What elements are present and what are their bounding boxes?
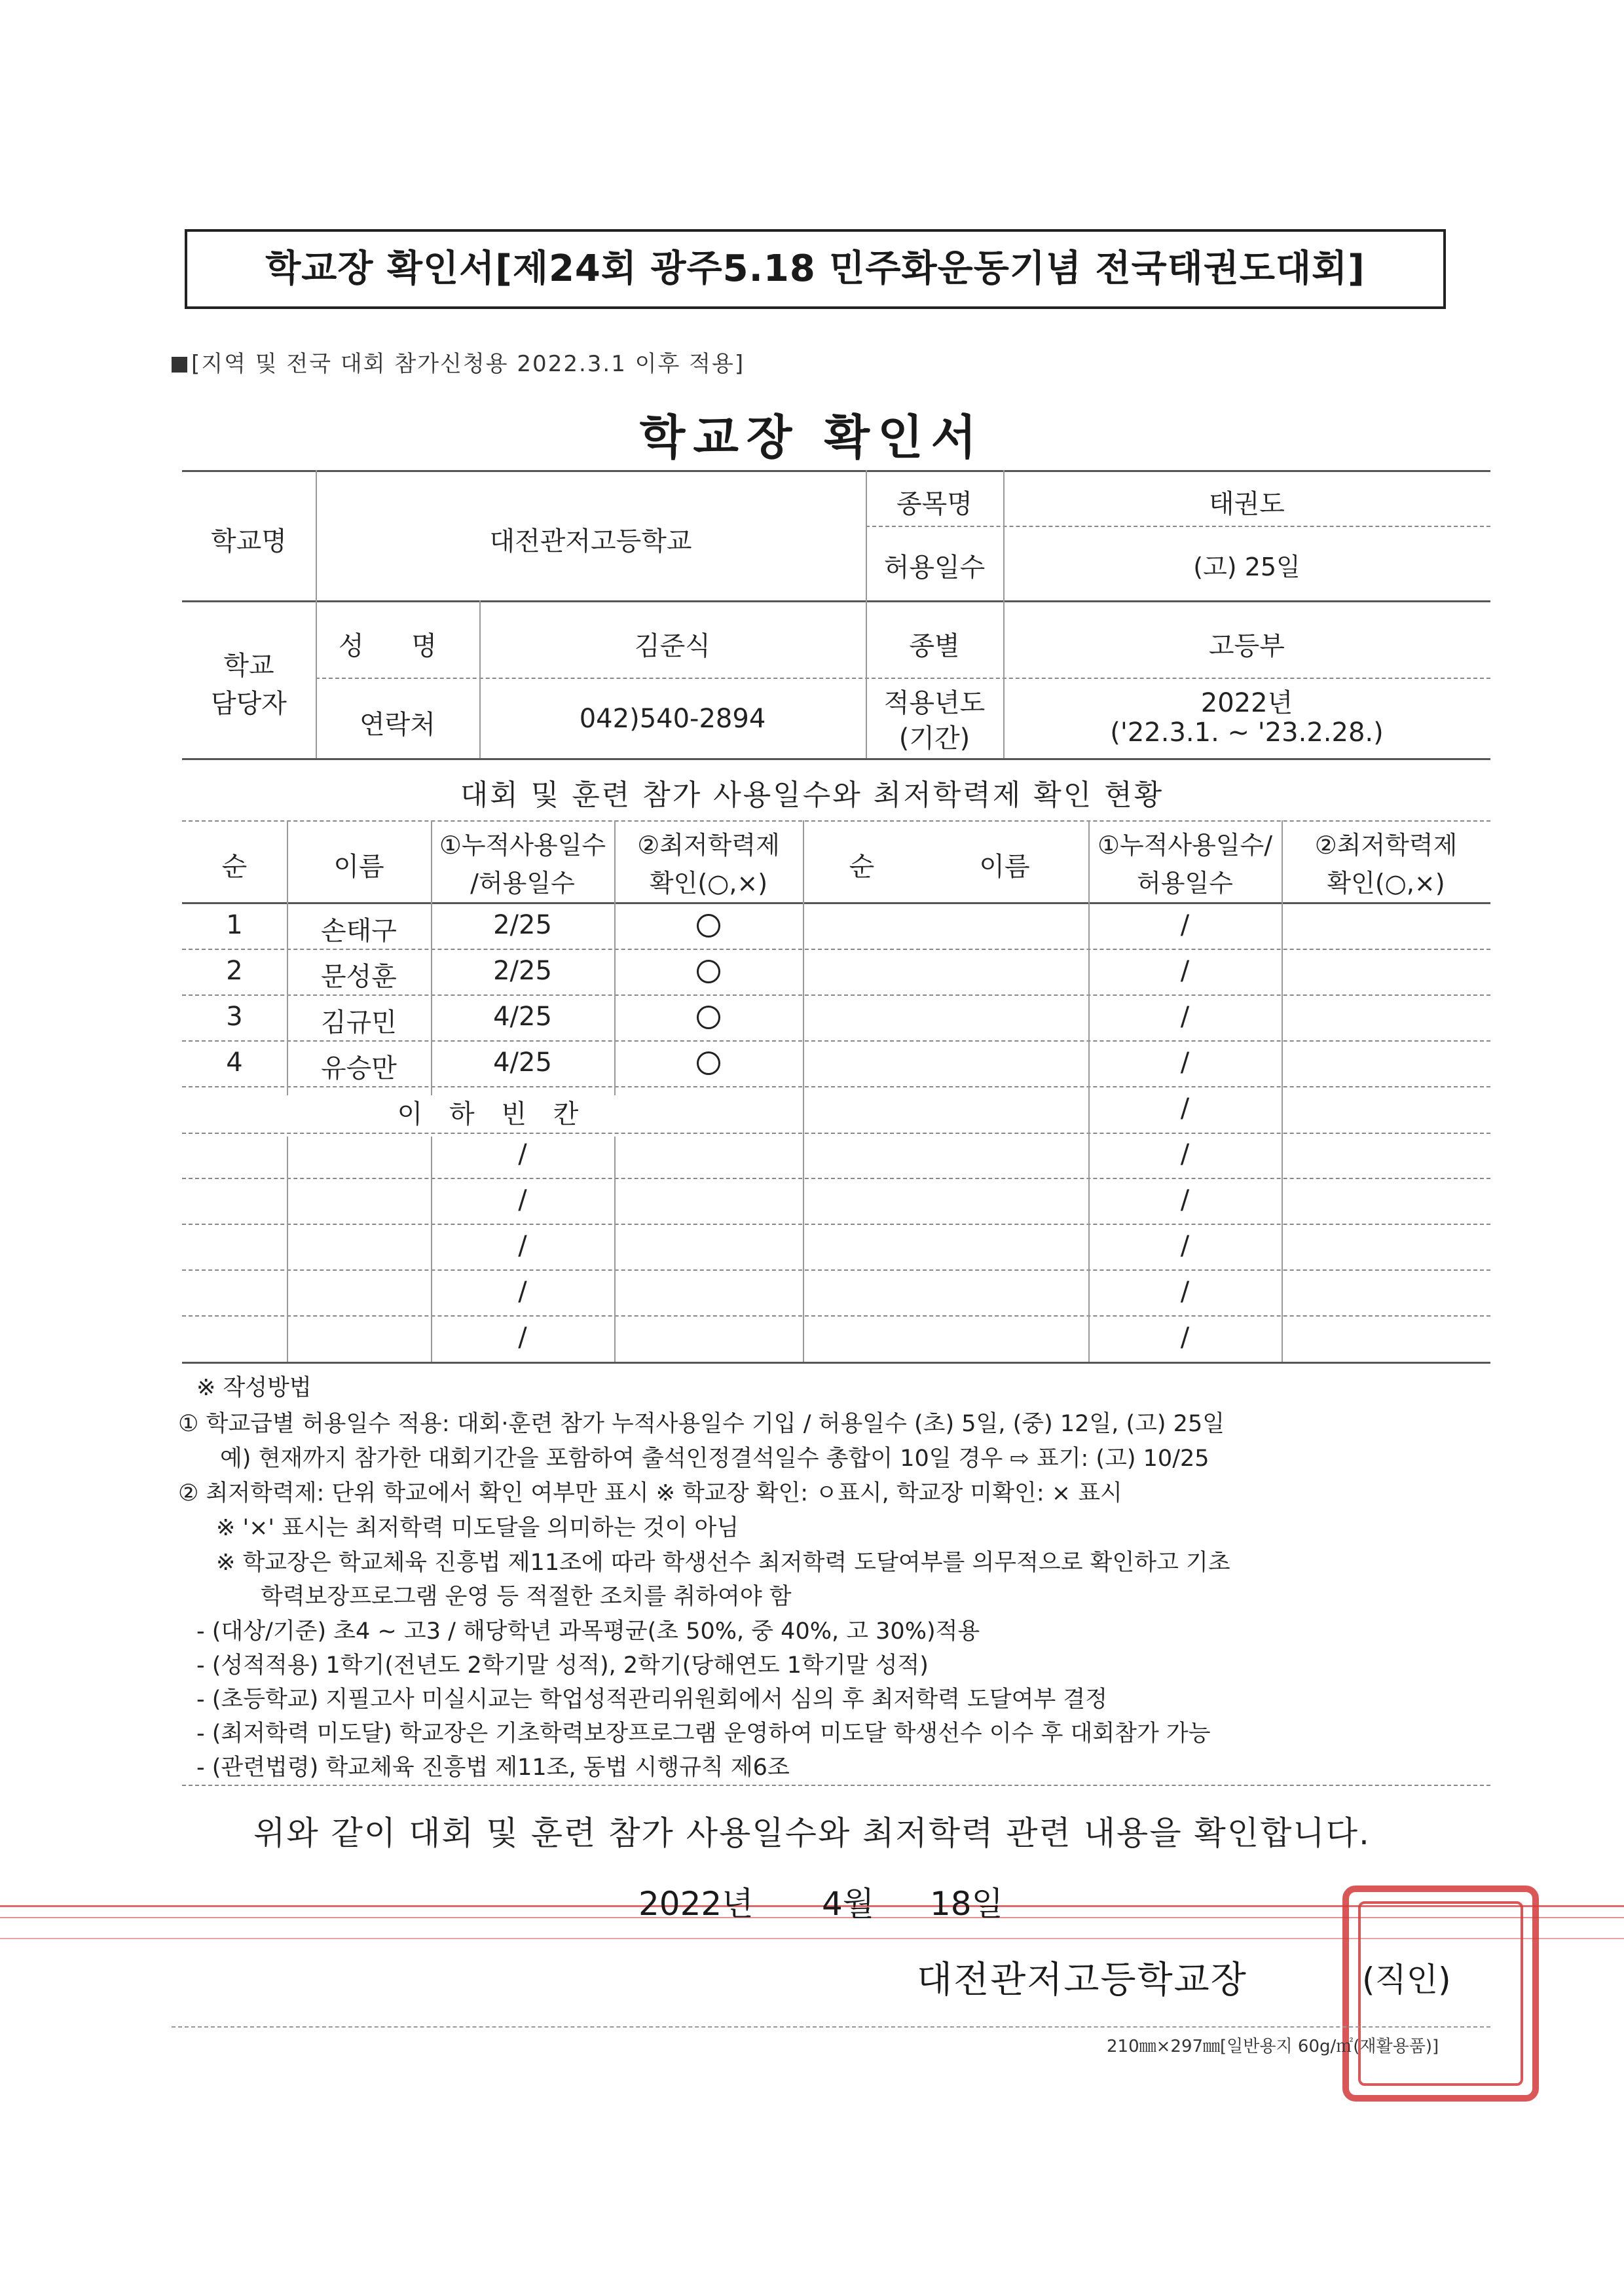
slash-cell-left: / — [518, 1231, 527, 1261]
school-name-label: 학교명 — [211, 526, 287, 556]
form-meta — [172, 346, 745, 378]
note-2: ② 최저학력제: 단위 학교에서 확인 여부만 표시 ※ 학교장 확인: ㅇ표시, 학교장 미확인: × 표시 — [178, 1480, 1122, 1506]
sport-value: 태권도 — [1209, 489, 1285, 519]
col-header-min-right-line1: ②최저학력제 — [1314, 831, 1458, 860]
row-divider — [182, 1224, 1490, 1225]
note-1a: ① 학교급별 허용일수 적용: 대회·훈련 참가 누적사용일수 기입 / 허용일수 (초) 5일, (중) 12일, (고) 25일 — [178, 1411, 1225, 1437]
col-header-days-line2: /허용일수 — [470, 869, 575, 898]
sport-label: 종목명 — [896, 489, 972, 519]
note-4a: ※ 학교장은 학교체육 진흥법 제11조에 따라 학생선수 최저학력 도달여부를 의무적으로 확인하고 기초 — [216, 1550, 1230, 1576]
col-header-name: 이름 — [333, 852, 384, 882]
date-day: 18일 — [930, 1885, 1003, 1923]
note-detail-5: - (관련법령) 학교체육 진흥법 제11조, 동법 시행규칙 제6조 — [196, 1755, 790, 1781]
col-header-name-right: 이름 — [979, 852, 1030, 882]
manager-label-line2: 담당자 — [211, 689, 287, 719]
row3-days: 4/25 — [493, 1002, 552, 1032]
row1-name: 손태구 — [321, 916, 397, 946]
col-header-min-line1: ②최저학력제 — [637, 831, 780, 860]
row1-no: 1 — [226, 910, 243, 940]
form-meta-text: [지역 및 전국 대회 참가신청용 2022.3.1 이후 적용] — [191, 351, 745, 377]
col-header-no-right: 순 — [849, 852, 875, 882]
allowed-days-value: (고) 25일 — [1193, 553, 1301, 581]
slash-cell-right: / — [1180, 1277, 1190, 1307]
col-header-no: 순 — [221, 852, 248, 882]
row-divider — [182, 1086, 1490, 1087]
slash-cell-right: / — [1180, 910, 1190, 940]
slash-cell-right: / — [1180, 956, 1190, 986]
row4-check-circle-icon — [697, 1051, 720, 1075]
contact-value: 042)540-2894 — [579, 704, 766, 734]
signer-name: 대전관저고등학교장 — [917, 1959, 1247, 2001]
slash-cell-left: / — [518, 1139, 527, 1169]
note-3: ※ '×' 표시는 최저학력 미도달을 의미하는 것이 아님 — [216, 1515, 739, 1541]
date-year: 2022년 — [638, 1885, 754, 1923]
school-name-value: 대전관저고등학교 — [489, 526, 692, 556]
square-bullet-icon — [172, 357, 187, 373]
row-divider — [182, 1362, 1490, 1364]
row1-days: 2/25 — [493, 910, 552, 940]
person-name-value: 김준식 — [635, 631, 710, 661]
slash-cell-right: / — [1180, 1048, 1190, 1078]
note-4b: 학력보장프로그램 운영 등 적절한 조치를 취하여야 함 — [261, 1584, 792, 1610]
apply-year-value-line1: 2022년 — [1200, 688, 1293, 718]
person-name-label: 성 명 — [339, 631, 456, 661]
row2-name: 문성훈 — [321, 962, 397, 992]
slash-cell-right: / — [1180, 1322, 1190, 1353]
division-label: 종별 — [909, 631, 960, 661]
col-header-days-line1: ①누적사용일수 — [439, 831, 606, 860]
row1-check-circle-icon — [697, 914, 720, 938]
col-header-days-right-line2: 허용일수 — [1137, 869, 1233, 898]
col-header-days-right-line1: ①누적사용일수/ — [1097, 831, 1273, 860]
blank-below-label: 이 하 빈 칸 — [397, 1099, 588, 1129]
apply-year-label-line1: 적용년도 — [883, 688, 986, 718]
school-seal-stamp — [1342, 1886, 1539, 2102]
document-title: 학교장 확인서 — [639, 410, 985, 465]
row2-no: 2 — [226, 956, 243, 986]
slash-cell-left: / — [518, 1277, 527, 1307]
col-header-min-line2: 확인(○,×) — [649, 869, 768, 898]
row3-check-circle-icon — [697, 1006, 720, 1029]
section-title: 대회 및 훈련 참가 사용일수와 최저학력제 확인 현황 — [460, 778, 1164, 812]
note-detail-3: - (초등학교) 지필고사 미실시교는 학업성적관리위원회에서 심의 후 최저학력 도달여부 결정 — [196, 1686, 1108, 1713]
slash-cell-right: / — [1180, 1185, 1190, 1215]
manager-label-line1: 학교 — [223, 651, 274, 681]
row-divider — [182, 1133, 1490, 1134]
notes-title: ※ 작성방법 — [196, 1375, 312, 1401]
footer-paper-spec: 210㎜×297㎜[일반용지 60g/㎡(재활용품)] — [1107, 2037, 1439, 2056]
row3-name: 김규민 — [321, 1008, 397, 1038]
col-header-min-right-line2: 확인(○,×) — [1327, 869, 1445, 898]
row4-days: 4/25 — [493, 1048, 552, 1078]
slash-cell-right: / — [1180, 1093, 1190, 1123]
note-1b: 예) 현재까지 참가한 대회기간을 포함하여 출석인정결석일수 총합이 10일 경우 ⇨ 표기: (고) 10/25 — [220, 1446, 1209, 1472]
division-value: 고등부 — [1209, 631, 1285, 661]
row3-no: 3 — [226, 1002, 243, 1032]
date-month: 4월 — [822, 1885, 875, 1923]
seal-label: (직인) — [1362, 1961, 1451, 1999]
row-divider — [182, 994, 1490, 996]
slash-cell-left: / — [518, 1185, 527, 1215]
row-divider — [182, 1269, 1490, 1271]
row-divider — [182, 1178, 1490, 1179]
row4-name: 유승만 — [321, 1053, 397, 1084]
confirmation-statement: 위와 같이 대회 및 훈련 참가 사용일수와 최저학력 관련 내용을 확인합니다. — [253, 1814, 1371, 1852]
row-divider — [182, 1315, 1490, 1317]
row-divider — [182, 1040, 1490, 1042]
slash-cell-right: / — [1180, 1231, 1190, 1261]
slash-cell-right: / — [1180, 1139, 1190, 1169]
apply-year-label-line2: (기간) — [898, 723, 970, 754]
row2-days: 2/25 — [493, 956, 552, 986]
note-detail-4: - (최저학력 미도달) 학교장은 기초학력보장프로그램 운영하여 미도달 학생선수 이수 후 대회참가 가능 — [196, 1721, 1211, 1747]
row4-no: 4 — [226, 1048, 243, 1078]
apply-year-value-line2: ('22.3.1. ~ '23.2.28.) — [1110, 718, 1384, 748]
form-banner-title: 학교장 확인서[제24회 광주5.18 민주화운동기념 전국태권도대회] — [185, 229, 1446, 309]
note-detail-2: - (성적적용) 1학기(전년도 2학기말 성적), 2학기(당해연도 1학기말 성적) — [196, 1652, 929, 1679]
slash-cell-right: / — [1180, 1002, 1190, 1032]
note-detail-1: - (대상/기준) 초4 ~ 고3 / 해당학년 과목평균(초 50%, 중 40%, 고 30%)적용 — [196, 1618, 980, 1645]
slash-cell-left: / — [518, 1322, 527, 1353]
contact-label: 연락처 — [360, 710, 435, 740]
row2-check-circle-icon — [697, 960, 720, 983]
row-divider — [182, 949, 1490, 950]
allowed-days-label: 허용일수 — [883, 553, 986, 583]
